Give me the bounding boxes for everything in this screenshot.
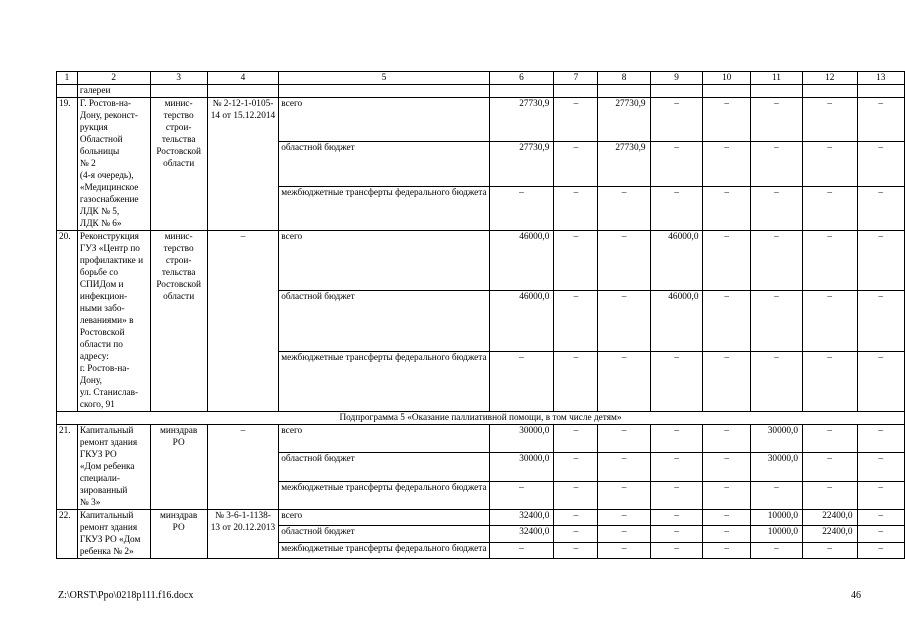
value-cell: – [857, 186, 905, 230]
value-cell: 10000,0 [750, 510, 802, 526]
value-cell: – [650, 510, 703, 526]
value-cell: – [857, 542, 905, 558]
project-name: Капитальный ремонт здания ГКУЗ РО «Дом ребенка № 2» [77, 510, 150, 559]
responsible-org: минис- терство строи- тельства Ростовской области [150, 231, 207, 412]
value-cell: – [750, 542, 802, 558]
value-cell: – [598, 351, 650, 411]
value-cell: – [857, 98, 905, 142]
col-header: 3 [150, 72, 207, 85]
value-cell: – [750, 98, 802, 142]
value-cell: 46000,0 [489, 231, 554, 291]
value-cell: – [703, 291, 750, 351]
value-cell: – [750, 142, 802, 186]
col-header: 11 [750, 72, 802, 85]
value-cell: – [650, 526, 703, 542]
funding-source: межбюджетные трансферты федерального бюджета [279, 186, 489, 230]
value-cell: – [554, 510, 598, 526]
document-ref: № 2-12-1-0105- 14 от 15.12.2014 [207, 98, 279, 231]
value-cell: – [650, 351, 703, 411]
document-ref: № 3-6-1-1138- 13 от 20.12.2013 [207, 510, 279, 559]
col-header: 13 [857, 72, 905, 85]
value-cell: – [650, 142, 703, 186]
col-header: 6 [489, 72, 554, 85]
responsible-org: минздрав РО [150, 510, 207, 559]
value-cell: – [803, 453, 858, 481]
value-cell: – [554, 453, 598, 481]
funding-source: областной бюджет [279, 526, 489, 542]
value-cell: 27730,9 [598, 98, 650, 142]
responsible-org: минис- терство строи- тельства Ростовской области [150, 98, 207, 231]
value-cell: – [554, 481, 598, 509]
value-cell: – [554, 351, 598, 411]
value-cell: – [554, 542, 598, 558]
value-cell: – [750, 231, 802, 291]
value-cell: – [598, 453, 650, 481]
value-cell: – [554, 186, 598, 230]
value-cell: – [650, 98, 703, 142]
value-cell: 46000,0 [650, 231, 703, 291]
value-cell: – [703, 526, 750, 542]
value-cell: – [489, 351, 554, 411]
value-cell: – [650, 542, 703, 558]
value-cell: – [703, 142, 750, 186]
value-cell: – [803, 542, 858, 558]
value-cell: – [598, 510, 650, 526]
value-cell: – [598, 542, 650, 558]
value-cell: – [554, 98, 598, 142]
value-cell: – [803, 186, 858, 230]
col-header: 12 [803, 72, 858, 85]
funding-source: всего [279, 231, 489, 291]
col-header: 9 [650, 72, 703, 85]
value-cell: – [554, 291, 598, 351]
value-cell: 22400,0 [803, 510, 858, 526]
value-cell: – [650, 481, 703, 509]
value-cell: – [650, 453, 703, 481]
table-row [57, 231, 905, 291]
value-cell: – [650, 186, 703, 230]
value-cell: 32400,0 [489, 510, 554, 526]
value-cell: – [857, 142, 905, 186]
value-cell: – [489, 186, 554, 230]
funding-source: всего [279, 425, 489, 453]
value-cell: – [857, 481, 905, 509]
subprogram-row [57, 412, 905, 425]
value-cell: 30000,0 [489, 425, 554, 453]
value-cell: – [857, 291, 905, 351]
funding-source: областной бюджет [279, 142, 489, 186]
value-cell: – [650, 425, 703, 453]
value-cell: – [703, 425, 750, 453]
funding-source: областной бюджет [279, 453, 489, 481]
continued-text: галереи [77, 85, 150, 98]
value-cell: 32400,0 [489, 526, 554, 542]
value-cell: – [803, 291, 858, 351]
value-cell: 27730,9 [489, 142, 554, 186]
col-header: 10 [703, 72, 750, 85]
subprogram-title: Подпрограмма 5 «Оказание паллиативной помощи, в том числе детям» [57, 412, 905, 425]
value-cell: 46000,0 [489, 291, 554, 351]
col-header: 7 [554, 72, 598, 85]
value-cell: – [803, 425, 858, 453]
responsible-org: минздрав РО [150, 425, 207, 510]
continued-row [57, 85, 905, 98]
value-cell: – [750, 481, 802, 509]
funding-source: межбюджетные трансферты федерального бюджета [279, 542, 489, 558]
row-number: 21. [57, 425, 78, 510]
col-header: 4 [207, 72, 279, 85]
value-cell: – [750, 186, 802, 230]
value-cell: – [598, 186, 650, 230]
row-number: 19. [57, 98, 78, 231]
value-cell: – [803, 142, 858, 186]
value-cell: – [598, 291, 650, 351]
table-row [57, 510, 905, 526]
funding-source: областной бюджет [279, 291, 489, 351]
table-row [57, 425, 905, 453]
value-cell: – [857, 425, 905, 453]
value-cell: – [554, 231, 598, 291]
value-cell: 46000,0 [650, 291, 703, 351]
value-cell: – [703, 186, 750, 230]
document-ref: – [207, 425, 279, 510]
col-header: 5 [279, 72, 489, 85]
value-cell: – [703, 453, 750, 481]
value-cell: – [598, 526, 650, 542]
project-name: Г. Ростов-на- Дону, реконст- рукция Областной больницы № 2 (4-я очередь), «Медицинское газоснабжение ЛДК № 5, ЛДК № 6» [77, 98, 150, 231]
value-cell: – [489, 481, 554, 509]
footer-page-number: 46 [851, 590, 861, 601]
value-cell: – [857, 231, 905, 291]
value-cell: 10000,0 [750, 526, 802, 542]
value-cell: – [703, 351, 750, 411]
value-cell: – [803, 481, 858, 509]
col-header: 1 [57, 72, 78, 85]
value-cell: – [554, 142, 598, 186]
value-cell: 30000,0 [489, 453, 554, 481]
value-cell: – [803, 231, 858, 291]
funding-source: межбюджетные трансферты федерального бюджета [279, 351, 489, 411]
table-row [57, 98, 905, 142]
project-name: Реконструкция ГУЗ «Центр по профилактике и борьбе со СПИДом и инфекцион- ными забо- леваниями» в Ростовской области по адресу: г. Ростов-на- Дону, ул. Станислав- ского, 91 [77, 231, 150, 412]
column-number-header-row [57, 72, 905, 85]
value-cell: – [803, 351, 858, 411]
value-cell: – [703, 481, 750, 509]
col-header: 2 [77, 72, 150, 85]
value-cell: 22400,0 [803, 526, 858, 542]
funding-source: межбюджетные трансферты федерального бюджета [279, 481, 489, 509]
value-cell: 27730,9 [489, 98, 554, 142]
project-name: Капитальный ремонт здания ГКУЗ РО «Дом ребенка специали- зированный № 3» [77, 425, 150, 510]
value-cell: – [703, 231, 750, 291]
value-cell: – [598, 481, 650, 509]
value-cell: – [489, 542, 554, 558]
value-cell: 27730,9 [598, 142, 650, 186]
budget-table [56, 71, 905, 559]
value-cell: 30000,0 [750, 425, 802, 453]
row-number: 22. [57, 510, 78, 559]
document-ref: – [207, 231, 279, 412]
value-cell: – [803, 98, 858, 142]
value-cell: – [857, 453, 905, 481]
value-cell: – [857, 510, 905, 526]
row-number: 20. [57, 231, 78, 412]
value-cell: 30000,0 [750, 453, 802, 481]
value-cell: – [750, 291, 802, 351]
value-cell: – [554, 425, 598, 453]
value-cell: – [598, 231, 650, 291]
value-cell: – [554, 526, 598, 542]
value-cell: – [750, 351, 802, 411]
value-cell: – [703, 98, 750, 142]
value-cell: – [703, 510, 750, 526]
value-cell: – [857, 351, 905, 411]
funding-source: всего [279, 510, 489, 526]
value-cell: – [598, 425, 650, 453]
col-header: 8 [598, 72, 650, 85]
value-cell: – [857, 526, 905, 542]
value-cell: – [703, 542, 750, 558]
footer-file-path: Z:\ORST\Ppo\0218p111.f16.docx [58, 590, 194, 601]
funding-source: всего [279, 98, 489, 142]
